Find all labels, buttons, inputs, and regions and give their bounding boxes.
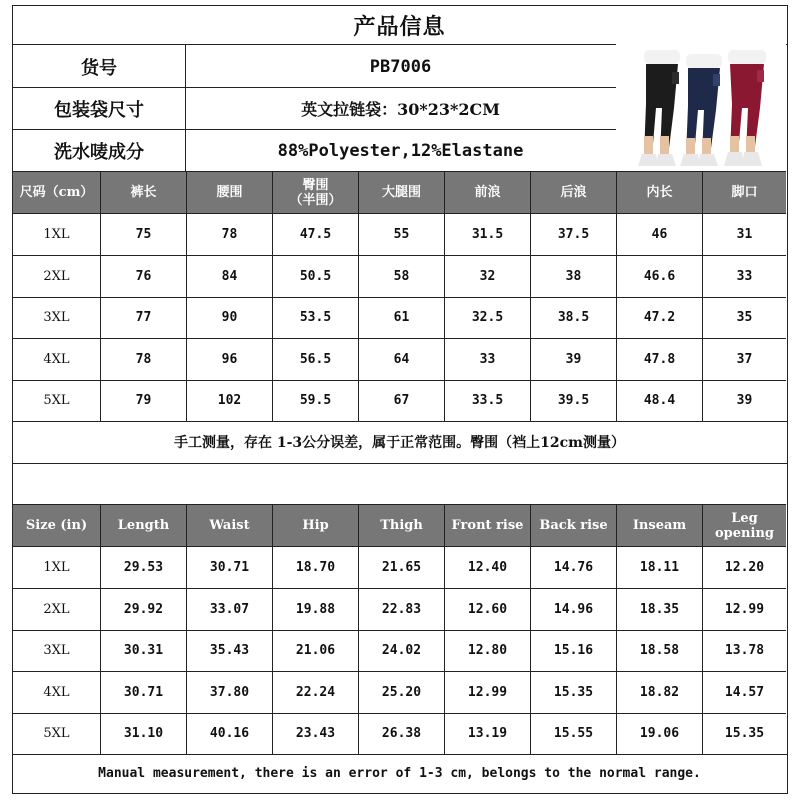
cn-cell-front-rise: 32.5: [444, 298, 530, 338]
en-cell-thigh: 26.38: [358, 714, 444, 754]
cn-cell-hip: 56.5: [272, 339, 358, 379]
en-cell-leg-opening: 12.20: [702, 547, 786, 588]
package-size-value: 英文拉链袋：30*23*2CM: [301, 100, 500, 119]
en-cell-front-rise: 12.40: [444, 547, 530, 588]
cn-cell-inseam: 46: [616, 214, 702, 255]
en-cell-thigh: 25.20: [358, 672, 444, 712]
en-cell-waist: 30.71: [186, 547, 272, 588]
cn-cell-length: 75: [100, 214, 186, 255]
en-cell-length: 31.10: [100, 714, 186, 754]
en-table-row: [13, 588, 786, 629]
en-header-back-rise: Back rise: [530, 505, 616, 546]
cn-cell-front-rise: 33: [444, 339, 530, 379]
en-table-row: [13, 630, 786, 671]
cn-cell-inseam: 47.8: [616, 339, 702, 379]
en-cell-waist: 33.07: [186, 589, 272, 629]
en-cell-back-rise: 15.16: [530, 631, 616, 671]
en-cell-hip: 22.24: [272, 672, 358, 712]
en-cell-leg-opening: 15.35: [702, 714, 786, 754]
cn-measurement-note: 手工测量，存在 1-3公分误差，属于正常范围。臀围（裆上12cm测量）: [174, 435, 625, 451]
cn-cell-back-rise: 37.5: [530, 214, 616, 255]
cn-cell-hip: 59.5: [272, 381, 358, 421]
en-cell-hip: 18.70: [272, 547, 358, 588]
model-burgundy: [724, 50, 766, 166]
en-cell-back-rise: 15.55: [530, 714, 616, 754]
cn-header-leg-opening: 脚口: [702, 172, 786, 213]
en-cell-size: 2XL: [43, 602, 70, 618]
en-header-thigh: Thigh: [358, 505, 444, 546]
cn-header-front-rise: 前浪: [444, 172, 530, 213]
en-cell-thigh: 24.02: [358, 631, 444, 671]
cn-header-thigh: 大腿围: [358, 172, 444, 213]
en-cell-hip: 23.43: [272, 714, 358, 754]
en-cell-back-rise: 14.96: [530, 589, 616, 629]
cn-cell-size: 2XL: [43, 269, 70, 285]
en-cell-inseam: 18.58: [616, 631, 702, 671]
cn-header-hip: 臀围 （半围）: [272, 172, 358, 213]
en-header-hip: Hip: [272, 505, 358, 546]
en-cell-hip: 21.06: [272, 631, 358, 671]
cn-table-header: [13, 171, 786, 214]
cn-header-waist: 腰围: [186, 172, 272, 213]
en-cell-leg-opening: 14.57: [702, 672, 786, 712]
page-title: 产品信息: [353, 13, 446, 40]
en-cell-thigh: 22.83: [358, 589, 444, 629]
model-black: [638, 50, 680, 166]
cn-cell-back-rise: 38: [530, 256, 616, 296]
en-cell-front-rise: 13.19: [444, 714, 530, 754]
cn-cell-leg-opening: 31: [702, 214, 786, 255]
en-cell-back-rise: 14.76: [530, 547, 616, 588]
en-cell-waist: 37.80: [186, 672, 272, 712]
en-header-front-rise: Front rise: [444, 505, 530, 546]
en-cell-inseam: 19.06: [616, 714, 702, 754]
cn-cell-hip: 47.5: [272, 214, 358, 255]
en-cell-inseam: 18.35: [616, 589, 702, 629]
cn-cell-inseam: 48.4: [616, 381, 702, 421]
en-table-header: [13, 504, 786, 547]
cn-cell-waist: 90: [186, 298, 272, 338]
en-cell-front-rise: 12.80: [444, 631, 530, 671]
en-cell-size: 1XL: [43, 560, 70, 576]
cn-cell-thigh: 67: [358, 381, 444, 421]
cn-cell-thigh: 61: [358, 298, 444, 338]
en-cell-thigh: 21.65: [358, 547, 444, 588]
en-header-inseam: Inseam: [616, 505, 702, 546]
en-cell-length: 30.71: [100, 672, 186, 712]
cn-cell-hip: 53.5: [272, 298, 358, 338]
cn-header-inseam: 内长: [616, 172, 702, 213]
en-header-leg-opening: Leg opening: [702, 505, 786, 546]
cn-cell-inseam: 46.6: [616, 256, 702, 296]
cn-cell-inseam: 47.2: [616, 298, 702, 338]
cn-cell-size: 4XL: [43, 351, 70, 367]
cn-cell-length: 79: [100, 381, 186, 421]
product-photo: [616, 44, 786, 171]
cn-cell-length: 78: [100, 339, 186, 379]
en-table-row: [13, 713, 786, 754]
en-cell-inseam: 18.11: [616, 547, 702, 588]
cn-cell-size: 5XL: [43, 393, 70, 409]
en-cell-back-rise: 15.35: [530, 672, 616, 712]
cn-cell-waist: 102: [186, 381, 272, 421]
cn-cell-thigh: 58: [358, 256, 444, 296]
cn-cell-leg-opening: 37: [702, 339, 786, 379]
cn-cell-back-rise: 38.5: [530, 298, 616, 338]
cn-table-row: [13, 297, 786, 338]
cn-cell-front-rise: 31.5: [444, 214, 530, 255]
en-header-length: Length: [100, 505, 186, 546]
en-table-row: [13, 671, 786, 712]
en-cell-waist: 40.16: [186, 714, 272, 754]
cn-cell-waist: 78: [186, 214, 272, 255]
cn-cell-waist: 96: [186, 339, 272, 379]
cn-cell-front-rise: 32: [444, 256, 530, 296]
cn-table-row: [13, 380, 786, 421]
leggings-models-illustration: [616, 44, 786, 171]
package-size-label: 包装袋尺寸: [54, 99, 144, 121]
cn-cell-waist: 84: [186, 256, 272, 296]
en-cell-front-rise: 12.99: [444, 672, 530, 712]
en-measurement-note: Manual measurement, there is an error of 1-3 cm, belongs to the normal range.: [98, 766, 701, 781]
en-cell-inseam: 18.82: [616, 672, 702, 712]
en-cell-length: 29.53: [100, 547, 186, 588]
en-cell-hip: 19.88: [272, 589, 358, 629]
en-cell-size: 3XL: [43, 643, 70, 659]
cn-table-row: [13, 214, 786, 255]
cn-header-back-rise: 后浪: [530, 172, 616, 213]
item-number-value: PB7006: [369, 56, 432, 77]
model-navy: [680, 54, 722, 166]
en-cell-waist: 35.43: [186, 631, 272, 671]
en-cell-leg-opening: 13.78: [702, 631, 786, 671]
cn-cell-length: 77: [100, 298, 186, 338]
fabric-value: 88%Polyester,12%Elastane: [277, 140, 524, 161]
cn-cell-leg-opening: 39: [702, 381, 786, 421]
fabric-label: 洗水唛成分: [54, 141, 144, 163]
cn-cell-length: 76: [100, 256, 186, 296]
cn-cell-back-rise: 39: [530, 339, 616, 379]
cn-table-row: [13, 255, 786, 296]
item-number-label: 货号: [81, 57, 117, 79]
cn-cell-front-rise: 33.5: [444, 381, 530, 421]
cn-cell-thigh: 55: [358, 214, 444, 255]
cn-cell-leg-opening: 33: [702, 256, 786, 296]
en-cell-length: 30.31: [100, 631, 186, 671]
product-info-sheet: [12, 5, 788, 794]
cn-header-size: 尺码（cm）: [19, 185, 94, 200]
en-header-size: Size (in): [25, 518, 88, 533]
en-cell-leg-opening: 12.99: [702, 589, 786, 629]
en-cell-size: 5XL: [43, 726, 70, 742]
cn-cell-thigh: 64: [358, 339, 444, 379]
cn-header-length: 裤长: [100, 172, 186, 213]
en-cell-size: 4XL: [43, 684, 70, 700]
en-cell-front-rise: 12.60: [444, 589, 530, 629]
cn-cell-size: 3XL: [43, 310, 70, 326]
cn-cell-size: 1XL: [43, 227, 70, 243]
en-header-waist: Waist: [186, 505, 272, 546]
cn-cell-back-rise: 39.5: [530, 381, 616, 421]
cn-cell-leg-opening: 35: [702, 298, 786, 338]
cn-table-row: [13, 338, 786, 379]
en-table-row: [13, 547, 786, 588]
cn-cell-hip: 50.5: [272, 256, 358, 296]
en-cell-length: 29.92: [100, 589, 186, 629]
